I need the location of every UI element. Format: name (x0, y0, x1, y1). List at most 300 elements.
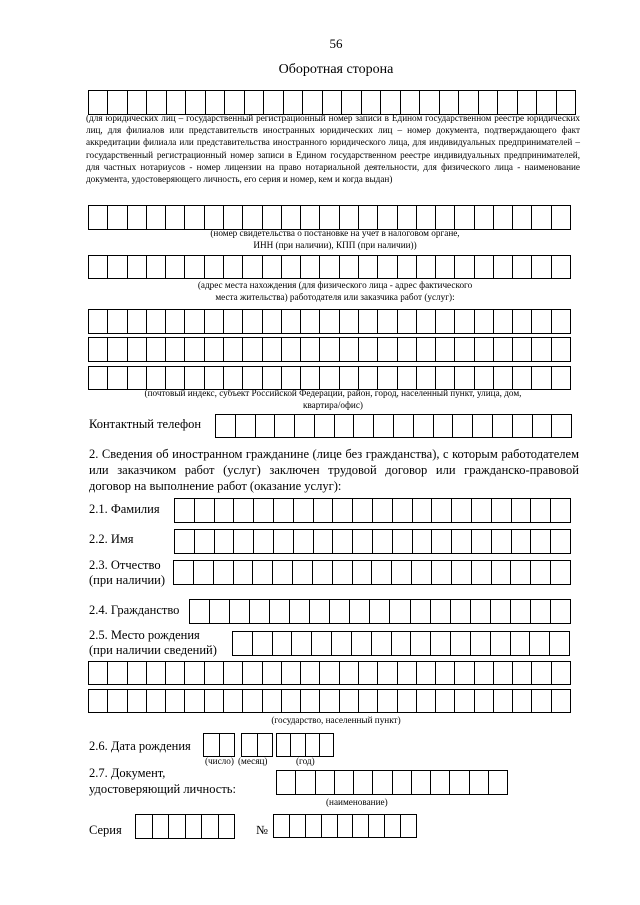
char-cell[interactable] (301, 690, 320, 712)
char-cell[interactable] (204, 734, 220, 756)
birth-day-grid[interactable] (203, 733, 235, 757)
char-cell[interactable] (493, 415, 513, 437)
char-cell[interactable] (275, 415, 295, 437)
name-grid[interactable] (174, 529, 571, 554)
char-cell[interactable] (263, 338, 282, 361)
char-cell[interactable] (185, 310, 204, 333)
char-cell[interactable] (511, 561, 531, 584)
char-cell[interactable] (202, 815, 219, 838)
char-cell[interactable] (417, 338, 436, 361)
char-cell[interactable] (320, 256, 339, 278)
char-cell[interactable] (320, 367, 339, 389)
char-cell[interactable] (431, 632, 451, 655)
char-cell[interactable] (147, 256, 166, 278)
char-cell[interactable] (552, 206, 570, 229)
char-cell[interactable] (136, 815, 153, 838)
char-cell[interactable] (381, 91, 400, 114)
char-cell[interactable] (455, 206, 474, 229)
char-cell[interactable] (373, 530, 393, 553)
char-cell[interactable] (301, 662, 320, 684)
char-cell[interactable] (552, 310, 570, 333)
char-cell[interactable] (335, 415, 355, 437)
char-cell[interactable] (537, 91, 556, 114)
surname-grid[interactable] (174, 498, 571, 523)
char-cell[interactable] (293, 561, 313, 584)
char-cell[interactable] (128, 338, 147, 361)
char-cell[interactable] (301, 338, 320, 361)
char-cell[interactable] (167, 91, 186, 114)
char-cell[interactable] (147, 367, 166, 389)
char-cell[interactable] (513, 338, 532, 361)
char-cell[interactable] (531, 600, 551, 623)
char-cell[interactable] (258, 734, 273, 756)
char-cell[interactable] (378, 310, 397, 333)
char-cell[interactable] (166, 662, 185, 684)
char-cell[interactable] (340, 367, 359, 389)
char-cell[interactable] (369, 815, 385, 837)
char-cell[interactable] (340, 256, 359, 278)
char-cell[interactable] (320, 734, 333, 756)
char-cell[interactable] (513, 310, 532, 333)
char-cell[interactable] (511, 600, 531, 623)
char-cell[interactable] (243, 310, 262, 333)
char-cell[interactable] (320, 338, 339, 361)
char-cell[interactable] (440, 91, 459, 114)
char-cell[interactable] (243, 206, 262, 229)
char-cell[interactable] (530, 632, 550, 655)
char-cell[interactable] (359, 206, 378, 229)
char-cell[interactable] (243, 256, 262, 278)
char-cell[interactable] (475, 256, 494, 278)
char-cell[interactable] (398, 690, 417, 712)
char-cell[interactable] (174, 561, 194, 584)
char-cell[interactable] (323, 91, 342, 114)
char-cell[interactable] (417, 662, 436, 684)
char-cell[interactable] (256, 415, 276, 437)
char-cell[interactable] (333, 561, 353, 584)
char-cell[interactable] (108, 338, 127, 361)
char-cell[interactable] (513, 690, 532, 712)
char-cell[interactable] (333, 499, 353, 522)
char-cell[interactable] (434, 415, 454, 437)
char-cell[interactable] (455, 662, 474, 684)
char-cell[interactable] (147, 91, 166, 114)
char-cell[interactable] (243, 662, 262, 684)
char-cell[interactable] (359, 367, 378, 389)
char-cell[interactable] (216, 415, 236, 437)
char-cell[interactable] (420, 91, 439, 114)
char-cell[interactable] (533, 415, 553, 437)
char-cell[interactable] (353, 561, 373, 584)
char-cell[interactable] (552, 338, 570, 361)
char-cell[interactable] (335, 771, 354, 794)
char-cell[interactable] (290, 600, 310, 623)
char-cell[interactable] (147, 310, 166, 333)
char-cell[interactable] (353, 815, 369, 837)
char-cell[interactable] (274, 530, 294, 553)
char-cell[interactable] (353, 530, 373, 553)
address-grid-line2[interactable] (88, 309, 571, 334)
char-cell[interactable] (340, 690, 359, 712)
char-cell[interactable] (491, 632, 511, 655)
address-grid-line3[interactable] (88, 337, 571, 362)
char-cell[interactable] (264, 91, 283, 114)
char-cell[interactable] (108, 310, 127, 333)
char-cell[interactable] (455, 690, 474, 712)
char-cell[interactable] (205, 367, 224, 389)
char-cell[interactable] (472, 530, 492, 553)
char-cell[interactable] (224, 690, 243, 712)
char-cell[interactable] (282, 310, 301, 333)
char-cell[interactable] (89, 206, 108, 229)
char-cell[interactable] (417, 206, 436, 229)
char-cell[interactable] (270, 600, 290, 623)
char-cell[interactable] (398, 256, 417, 278)
birthplace-grid[interactable] (232, 631, 570, 656)
char-cell[interactable] (532, 338, 551, 361)
char-cell[interactable] (393, 499, 413, 522)
char-cell[interactable] (475, 310, 494, 333)
char-cell[interactable] (190, 600, 210, 623)
char-cell[interactable] (513, 367, 532, 389)
char-cell[interactable] (432, 561, 452, 584)
char-cell[interactable] (390, 600, 410, 623)
char-cell[interactable] (511, 632, 531, 655)
birthplace-grid-line3[interactable] (88, 689, 571, 713)
char-cell[interactable] (108, 662, 127, 684)
char-cell[interactable] (453, 415, 473, 437)
birthplace-grid-line2[interactable] (88, 661, 571, 685)
char-cell[interactable] (306, 734, 320, 756)
char-cell[interactable] (359, 690, 378, 712)
char-cell[interactable] (532, 206, 551, 229)
char-cell[interactable] (417, 256, 436, 278)
char-cell[interactable] (301, 367, 320, 389)
char-cell[interactable] (233, 632, 253, 655)
char-cell[interactable] (243, 338, 262, 361)
char-cell[interactable] (475, 367, 494, 389)
char-cell[interactable] (128, 310, 147, 333)
char-cell[interactable] (532, 690, 551, 712)
char-cell[interactable] (301, 206, 320, 229)
char-cell[interactable] (491, 600, 511, 623)
char-cell[interactable] (414, 415, 434, 437)
char-cell[interactable] (378, 367, 397, 389)
char-cell[interactable] (332, 632, 352, 655)
char-cell[interactable] (153, 815, 170, 838)
char-cell[interactable] (513, 662, 532, 684)
char-cell[interactable] (531, 530, 551, 553)
phone-grid[interactable] (215, 414, 572, 438)
char-cell[interactable] (412, 561, 432, 584)
char-cell[interactable] (531, 561, 551, 584)
char-cell[interactable] (431, 771, 450, 794)
char-cell[interactable] (263, 256, 282, 278)
char-cell[interactable] (291, 734, 305, 756)
char-cell[interactable] (195, 530, 215, 553)
char-cell[interactable] (398, 367, 417, 389)
char-cell[interactable] (498, 91, 517, 114)
char-cell[interactable] (263, 206, 282, 229)
char-cell[interactable] (195, 499, 215, 522)
char-cell[interactable] (412, 771, 431, 794)
char-cell[interactable] (401, 91, 420, 114)
char-cell[interactable] (394, 415, 414, 437)
char-cell[interactable] (128, 690, 147, 712)
char-cell[interactable] (451, 600, 471, 623)
char-cell[interactable] (273, 561, 293, 584)
char-cell[interactable] (432, 530, 452, 553)
char-cell[interactable] (147, 690, 166, 712)
char-cell[interactable] (205, 690, 224, 712)
char-cell[interactable] (242, 734, 258, 756)
char-cell[interactable] (147, 206, 166, 229)
char-cell[interactable] (166, 367, 185, 389)
char-cell[interactable] (89, 690, 108, 712)
char-cell[interactable] (512, 530, 532, 553)
char-cell[interactable] (455, 310, 474, 333)
char-cell[interactable] (245, 91, 264, 114)
series-grid[interactable] (135, 814, 235, 839)
char-cell[interactable] (128, 367, 147, 389)
char-cell[interactable] (253, 561, 273, 584)
char-cell[interactable] (413, 499, 433, 522)
char-cell[interactable] (210, 600, 230, 623)
char-cell[interactable] (320, 206, 339, 229)
char-cell[interactable] (274, 815, 290, 837)
char-cell[interactable] (551, 561, 570, 584)
char-cell[interactable] (378, 662, 397, 684)
char-cell[interactable] (314, 530, 334, 553)
birth-year-grid[interactable] (276, 733, 334, 757)
char-cell[interactable] (225, 91, 244, 114)
char-cell[interactable] (372, 561, 392, 584)
char-cell[interactable] (489, 771, 507, 794)
char-cell[interactable] (224, 206, 243, 229)
char-cell[interactable] (89, 256, 108, 278)
char-cell[interactable] (557, 91, 575, 114)
char-cell[interactable] (353, 499, 373, 522)
char-cell[interactable] (350, 600, 370, 623)
char-cell[interactable] (354, 415, 374, 437)
char-cell[interactable] (312, 632, 332, 655)
char-cell[interactable] (451, 632, 471, 655)
char-cell[interactable] (378, 256, 397, 278)
char-cell[interactable] (166, 310, 185, 333)
char-cell[interactable] (310, 600, 330, 623)
char-cell[interactable] (417, 310, 436, 333)
char-cell[interactable] (273, 632, 293, 655)
char-cell[interactable] (531, 499, 551, 522)
char-cell[interactable] (513, 256, 532, 278)
char-cell[interactable] (301, 310, 320, 333)
char-cell[interactable] (431, 600, 451, 623)
char-cell[interactable] (185, 662, 204, 684)
char-cell[interactable] (294, 530, 314, 553)
char-cell[interactable] (459, 91, 478, 114)
char-cell[interactable] (219, 815, 235, 838)
char-cell[interactable] (372, 632, 392, 655)
char-cell[interactable] (373, 771, 392, 794)
char-cell[interactable] (108, 690, 127, 712)
char-cell[interactable] (234, 530, 254, 553)
char-cell[interactable] (436, 367, 455, 389)
char-cell[interactable] (243, 690, 262, 712)
citizenship-grid[interactable] (189, 599, 571, 624)
char-cell[interactable] (290, 815, 306, 837)
birth-month-grid[interactable] (241, 733, 273, 757)
char-cell[interactable] (340, 310, 359, 333)
char-cell[interactable] (471, 632, 491, 655)
char-cell[interactable] (108, 367, 127, 389)
char-cell[interactable] (475, 206, 494, 229)
char-cell[interactable] (263, 367, 282, 389)
char-cell[interactable] (518, 91, 537, 114)
char-cell[interactable] (432, 499, 452, 522)
char-cell[interactable] (494, 310, 513, 333)
char-cell[interactable] (214, 561, 234, 584)
char-cell[interactable] (378, 690, 397, 712)
char-cell[interactable] (282, 206, 301, 229)
char-cell[interactable] (316, 771, 335, 794)
char-cell[interactable] (206, 91, 225, 114)
char-cell[interactable] (359, 256, 378, 278)
char-cell[interactable] (552, 256, 570, 278)
char-cell[interactable] (315, 415, 335, 437)
char-cell[interactable] (320, 310, 339, 333)
char-cell[interactable] (274, 499, 294, 522)
char-cell[interactable] (342, 91, 361, 114)
char-cell[interactable] (492, 530, 512, 553)
char-cell[interactable] (471, 600, 491, 623)
char-cell[interactable] (89, 310, 108, 333)
char-cell[interactable] (385, 815, 401, 837)
char-cell[interactable] (147, 338, 166, 361)
char-cell[interactable] (128, 91, 147, 114)
char-cell[interactable] (359, 310, 378, 333)
char-cell[interactable] (89, 662, 108, 684)
char-cell[interactable] (401, 815, 416, 837)
char-cell[interactable] (472, 499, 492, 522)
char-cell[interactable] (250, 600, 270, 623)
char-cell[interactable] (494, 338, 513, 361)
char-cell[interactable] (550, 632, 569, 655)
char-cell[interactable] (492, 499, 512, 522)
char-cell[interactable] (306, 815, 322, 837)
char-cell[interactable] (89, 367, 108, 389)
char-cell[interactable] (166, 338, 185, 361)
char-cell[interactable] (230, 600, 250, 623)
char-cell[interactable] (253, 632, 273, 655)
document-name-grid[interactable] (276, 770, 508, 795)
char-cell[interactable] (552, 415, 571, 437)
char-cell[interactable] (393, 771, 412, 794)
char-cell[interactable] (398, 206, 417, 229)
char-cell[interactable] (185, 256, 204, 278)
char-cell[interactable] (338, 815, 354, 837)
char-cell[interactable] (455, 367, 474, 389)
char-cell[interactable] (452, 499, 472, 522)
char-cell[interactable] (205, 206, 224, 229)
char-cell[interactable] (224, 367, 243, 389)
char-cell[interactable] (128, 206, 147, 229)
char-cell[interactable] (452, 561, 472, 584)
char-cell[interactable] (455, 338, 474, 361)
char-cell[interactable] (108, 91, 127, 114)
char-cell[interactable] (551, 600, 570, 623)
char-cell[interactable] (282, 367, 301, 389)
char-cell[interactable] (303, 91, 322, 114)
char-cell[interactable] (452, 530, 472, 553)
char-cell[interactable] (301, 256, 320, 278)
char-cell[interactable] (254, 499, 274, 522)
char-cell[interactable] (512, 499, 532, 522)
char-cell[interactable] (224, 256, 243, 278)
char-cell[interactable] (234, 561, 254, 584)
address-grid[interactable] (88, 255, 571, 279)
char-cell[interactable] (532, 310, 551, 333)
char-cell[interactable] (295, 415, 315, 437)
char-cell[interactable] (494, 662, 513, 684)
char-cell[interactable] (413, 530, 433, 553)
char-cell[interactable] (313, 561, 333, 584)
char-cell[interactable] (314, 499, 334, 522)
char-cell[interactable] (532, 256, 551, 278)
char-cell[interactable] (205, 662, 224, 684)
char-cell[interactable] (494, 690, 513, 712)
char-cell[interactable] (215, 499, 235, 522)
char-cell[interactable] (411, 600, 431, 623)
char-cell[interactable] (185, 338, 204, 361)
char-cell[interactable] (352, 632, 372, 655)
char-cell[interactable] (320, 662, 339, 684)
char-cell[interactable] (392, 561, 412, 584)
char-cell[interactable] (320, 690, 339, 712)
char-cell[interactable] (551, 530, 570, 553)
char-cell[interactable] (370, 600, 390, 623)
char-cell[interactable] (186, 815, 203, 838)
char-cell[interactable] (282, 690, 301, 712)
char-cell[interactable] (354, 771, 373, 794)
char-cell[interactable] (436, 206, 455, 229)
char-cell[interactable] (234, 499, 254, 522)
char-cell[interactable] (284, 91, 303, 114)
char-cell[interactable] (398, 310, 417, 333)
char-cell[interactable] (398, 338, 417, 361)
char-cell[interactable] (263, 662, 282, 684)
char-cell[interactable] (236, 415, 256, 437)
char-cell[interactable] (470, 771, 489, 794)
number-grid[interactable] (273, 814, 417, 838)
char-cell[interactable] (175, 530, 195, 553)
char-cell[interactable] (494, 367, 513, 389)
char-cell[interactable] (322, 815, 338, 837)
char-cell[interactable] (472, 561, 492, 584)
char-cell[interactable] (340, 206, 359, 229)
char-cell[interactable] (166, 256, 185, 278)
char-cell[interactable] (194, 561, 214, 584)
char-cell[interactable] (551, 499, 570, 522)
char-cell[interactable] (205, 338, 224, 361)
char-cell[interactable] (378, 206, 397, 229)
char-cell[interactable] (398, 662, 417, 684)
char-cell[interactable] (205, 310, 224, 333)
char-cell[interactable] (552, 662, 570, 684)
char-cell[interactable] (373, 499, 393, 522)
char-cell[interactable] (392, 632, 412, 655)
char-cell[interactable] (224, 310, 243, 333)
char-cell[interactable] (185, 367, 204, 389)
